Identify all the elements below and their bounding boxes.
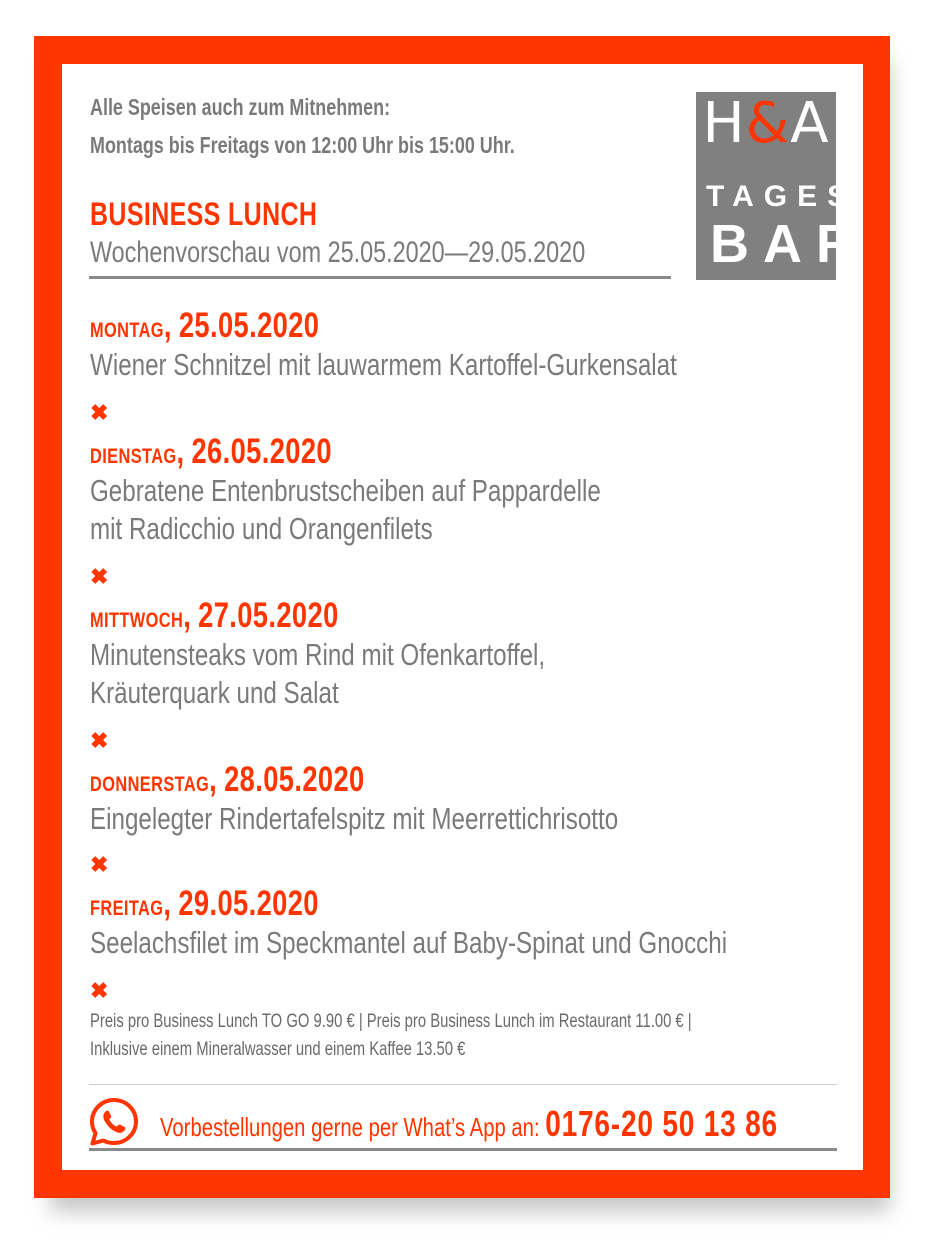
day-date: 28.05.2020 [224,760,365,799]
header-divider [89,276,671,279]
dish-line: Wiener Schnitzel mit lauwarmem Kartoffel-Gurkensalat [90,347,677,382]
dish-line: Minutensteaks vom Rind mit Ofenkartoffel, [90,637,546,672]
logo [696,91,869,280]
day-thursday: DONNERSTAG, 28.05.2020 Eingelegter Rindertafelspitz mit Meerrettichrisotto [90,760,619,836]
day-friday: FREITAG, 29.05.2020 Seelachsfilet im Speckmantel auf Baby-Spinat und Gnocchi [90,884,728,960]
footer-bottom-rule [89,1148,837,1151]
logo-ha: H&A [702,91,830,156]
day-name: MONTAG [90,319,164,342]
day-date: 25.05.2020 [178,306,320,345]
separator-cross-icon: ✖ [90,852,109,877]
logo-bar: BAR [710,214,869,274]
dish-line: Eingelegter Rindertafelspitz mit Meerrettichrisotto [90,801,619,836]
logo-tages: TAGES [706,180,858,213]
dish-line: Seelachsfilet im Speckmantel auf Baby-Spinat und Gnocchi [90,925,728,960]
day-date: 29.05.2020 [178,884,319,923]
whatsapp-preorder [160,1102,952,1146]
dish-line: Kräuterquark und Salat [90,675,339,710]
business-lunch-title: BUSINESS LUNCH [90,196,318,232]
day-name: MITTWOCH [90,609,184,632]
day-name: DIENSTAG [90,445,177,468]
price-line-2: Inklusive einem Mineralwasser und einem Kaffee 13.50 € [90,1039,466,1060]
whatsapp-label: Vorbestellungen gerne per What’s App an: [160,1112,546,1142]
day-name: DONNERSTAG [90,773,210,796]
takeaway-line-2: Montags bis Freitags von 12:00 Uhr bis 15:00 Uhr. [90,132,515,158]
day-date: 27.05.2020 [198,596,339,635]
separator-cross-icon: ✖ [90,400,109,425]
price-line-1: Preis pro Business Lunch TO GO 9.90 € | Preis pro Business Lunch im Restaurant 11.00 € | [90,1011,692,1032]
day-name: FREITAG [90,897,164,920]
phone-number[interactable]: 0176-20 50 13 86 [545,1103,778,1144]
dish-line: Gebratene Entenbrustscheiben auf Pappardelle [90,473,601,508]
dish-line: mit Radicchio und Orangenfilets [90,511,433,546]
footer-divider [89,1084,837,1085]
takeaway-line-1: Alle Speisen auch zum Mitnehmen: [90,94,391,120]
day-wednesday: MITTWOCH, 27.05.2020 Minutensteaks vom Rind mit Ofenkartoffel, Kräuterquark und Salat [90,596,546,710]
separator-cross-icon: ✖ [90,978,109,1003]
day-tuesday: DIENSTAG, 26.05.2020 Gebratene Entenbrustscheiben auf Pappardelle mit Radicchio und Orangenfilets [90,432,601,546]
day-monday: MONTAG, 25.05.2020 Wiener Schnitzel mit lauwarmem Kartoffel-Gurkensalat [90,306,677,382]
week-preview-subtitle: Wochenvorschau vom 25.05.2020—29.05.2020 [90,236,586,269]
price-info [90,1008,861,1064]
whatsapp-icon [88,1096,140,1148]
menu-card [62,64,869,1170]
separator-cross-icon: ✖ [90,728,109,753]
day-date: 26.05.2020 [191,432,332,471]
takeaway-notice [90,88,635,164]
separator-cross-icon: ✖ [90,564,109,589]
